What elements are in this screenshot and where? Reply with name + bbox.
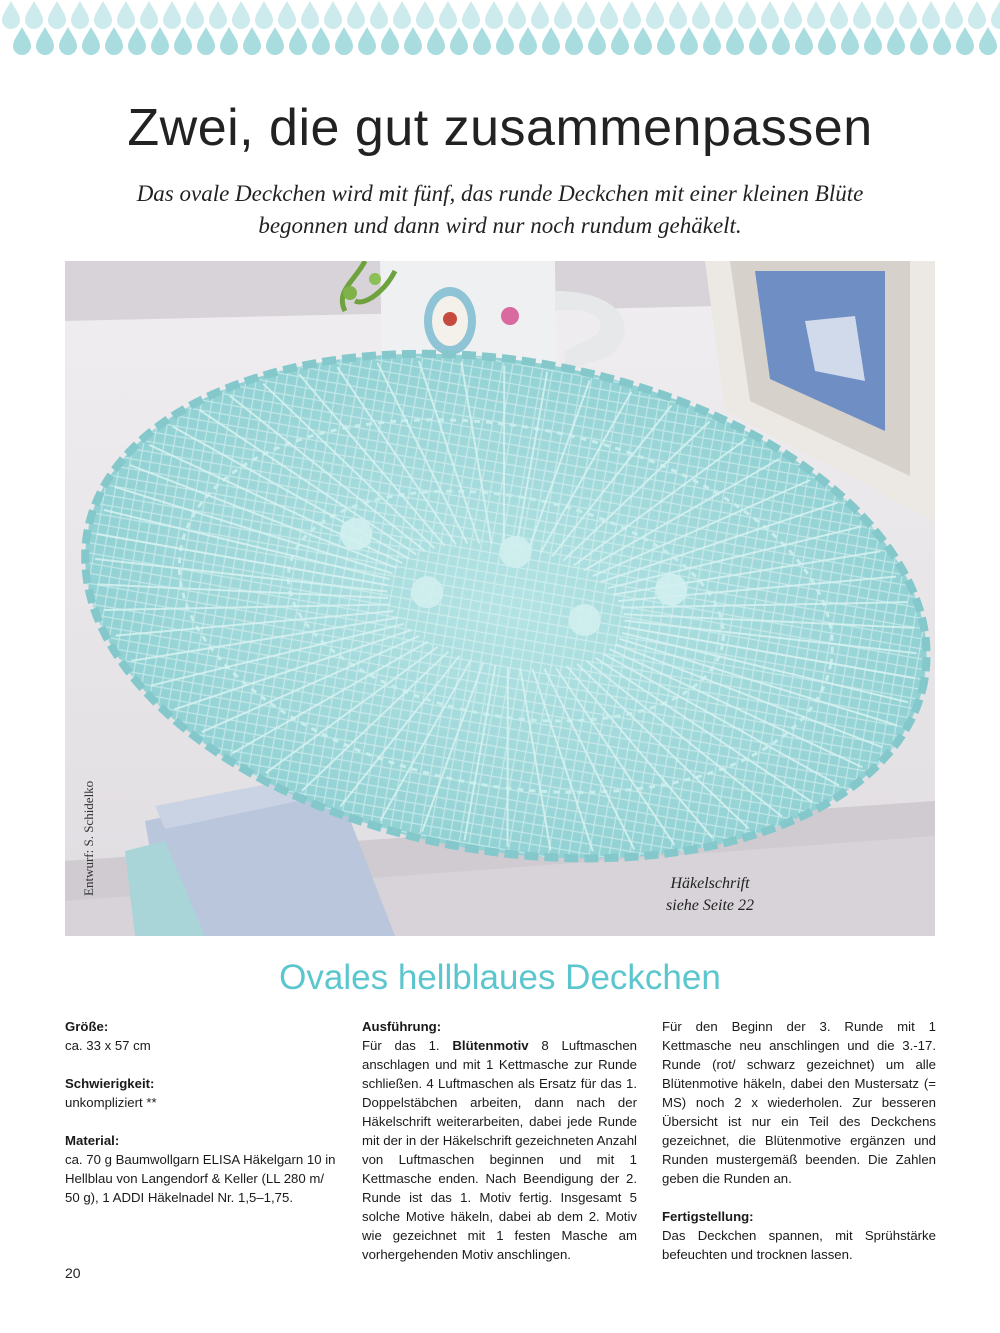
drop-shape xyxy=(784,1,802,29)
drop-shape xyxy=(209,1,227,29)
drop-shape xyxy=(312,27,330,55)
drop-shape xyxy=(243,27,261,55)
drop-shape xyxy=(968,1,986,29)
drop-shape xyxy=(117,1,135,29)
doily-photo xyxy=(65,261,935,936)
size-text: ca. 33 x 57 cm xyxy=(65,1038,151,1053)
drop-shape xyxy=(496,27,514,55)
drop-shape xyxy=(979,27,997,55)
drop-shape xyxy=(358,27,376,55)
drop-shape xyxy=(749,27,767,55)
drop-shape xyxy=(71,1,89,29)
drop-shape xyxy=(588,27,606,55)
drop-shape xyxy=(59,27,77,55)
drop-shape xyxy=(611,27,629,55)
drop-shape xyxy=(634,27,652,55)
drop-shape xyxy=(151,27,169,55)
drop-shape xyxy=(864,27,882,55)
drop-shape xyxy=(128,27,146,55)
drop-shape xyxy=(105,27,123,55)
drop-shape xyxy=(703,27,721,55)
drop-shape xyxy=(945,1,963,29)
note-line-1: Häkelschrift xyxy=(670,875,750,892)
drop-shape xyxy=(197,27,215,55)
drop-shape xyxy=(646,1,664,29)
chart-reference-note xyxy=(635,873,785,917)
drop-shape xyxy=(922,1,940,29)
drop-shape xyxy=(807,1,825,29)
subtitle-line-2: begonnen und dann wird nur noch rundum gehäkelt. xyxy=(258,213,742,238)
drop-shape xyxy=(48,1,66,29)
drop-shape xyxy=(956,27,974,55)
continuation-text: Für den Beginn der 3. Runde mit 1 Kettmasche neu anschlingen und die 3.-17. Runde (rot/ schwarz gezeichnet) um alle Blütenmotive häkeln, dabei den Mustersatz (= MS) noch 2 x wiederholen. Zur besseren Übersicht ist nur ein Teil des Deckchens gezeichnet, die Blütenmotive ergänzen und Runden mustergemäß beenden. Die Zahlen geben die Runden an. xyxy=(662,1019,936,1186)
drop-shape xyxy=(657,27,675,55)
drop-shape xyxy=(485,1,503,29)
drop-shape xyxy=(335,27,353,55)
drop-shape xyxy=(450,27,468,55)
instructions-heading: Ausführung: xyxy=(362,1019,442,1034)
drop-shape xyxy=(899,1,917,29)
drop-shape xyxy=(301,1,319,29)
drop-shape xyxy=(910,27,928,55)
drop-shape xyxy=(542,27,560,55)
drop-shape xyxy=(393,1,411,29)
drop-shape xyxy=(554,1,572,29)
drop-shape xyxy=(680,27,698,55)
drop-shape xyxy=(853,1,871,29)
drop-shape xyxy=(600,1,618,29)
drop-shape xyxy=(669,1,687,29)
instructions-pre: Für das 1. xyxy=(362,1038,440,1053)
drop-shape xyxy=(991,1,1000,29)
drop-shape xyxy=(186,1,204,29)
drop-shape xyxy=(2,1,20,29)
drop-shape xyxy=(531,1,549,29)
drop-shape xyxy=(439,1,457,29)
column-continuation xyxy=(662,1017,936,1264)
drop-shape xyxy=(565,27,583,55)
note-line-2: siehe Seite 22 xyxy=(666,897,754,914)
design-credit: Entwurf: S. Schidelko xyxy=(81,780,96,896)
drop-shape xyxy=(772,27,790,55)
drop-shape xyxy=(416,1,434,29)
page-subtitle xyxy=(80,178,920,242)
drop-shape xyxy=(887,27,905,55)
drop-shape xyxy=(370,1,388,29)
material-heading: Material: xyxy=(65,1133,120,1148)
material-text: ca. 70 g Baumwollgarn ELISA Häkelgarn 10 in Hellblau von Langendorf & Keller (LL 280 m/ 50 g), 1 ADDI Häkelnadel Nr. 1,5–1,75. xyxy=(65,1152,336,1205)
drop-shape xyxy=(841,27,859,55)
drop-shape xyxy=(623,1,641,29)
drop-shape xyxy=(738,1,756,29)
column-specs xyxy=(65,1017,340,1226)
drop-shape xyxy=(220,27,238,55)
drop-shape xyxy=(324,1,342,29)
drop-shape xyxy=(255,1,273,29)
drop-shape xyxy=(818,27,836,55)
size-heading: Größe: xyxy=(65,1019,109,1034)
drop-shape xyxy=(830,1,848,29)
drop-shape xyxy=(473,27,491,55)
drop-shape xyxy=(715,1,733,29)
drop-shape xyxy=(232,1,250,29)
drop-shape xyxy=(381,27,399,55)
drop-shape xyxy=(876,1,894,29)
drop-shape xyxy=(427,27,445,55)
drop-shape xyxy=(289,27,307,55)
page-number: 20 xyxy=(65,1265,81,1281)
drop-shape xyxy=(347,1,365,29)
drop-shape xyxy=(36,27,54,55)
section-title: Ovales hellblaues Deckchen xyxy=(279,958,721,997)
drop-shape xyxy=(404,27,422,55)
finish-text: Das Deckchen spannen, mit Sprühstärke befeuchten und trocknen lassen. xyxy=(662,1228,936,1262)
instructions-post: 8 Luftmaschen anschlagen und mit 1 Kettmasche zur Runde schließen. 4 Luftmaschen als Ersatz für das 1. Doppelstäbchen arbeiten, dann nach der Häkelschrift weiterarbeiten, dabei jede Runde mit der in der Häkelschrift gezeichneten Anzahl von Luftmaschen beginnen und mit 1 Kettmasche enden. Nach Beendigung der 2. Runde ist das 1. Motiv fertig. Insgesamt 5 solche Motive häkeln, dabei ab dem 2. Motiv wie gezeichnet mit 1 festen Masche am vorhergehenden Motiv anschlingen. xyxy=(362,1038,637,1262)
instructions-bold: Blütenmotiv xyxy=(452,1038,529,1053)
column-instructions xyxy=(362,1017,637,1264)
drop-shape xyxy=(278,1,296,29)
drop-shape xyxy=(519,27,537,55)
difficulty-text: unkompliziert ** xyxy=(65,1095,157,1110)
drop-shape xyxy=(933,27,951,55)
drop-shape xyxy=(577,1,595,29)
drop-shape xyxy=(692,1,710,29)
drop-shape xyxy=(25,1,43,29)
drop-shape xyxy=(266,27,284,55)
drop-shape xyxy=(163,1,181,29)
drop-border xyxy=(0,0,1000,62)
drop-shape xyxy=(94,1,112,29)
difficulty-heading: Schwierigkeit: xyxy=(65,1076,155,1091)
drop-shape xyxy=(761,1,779,29)
page-title: Zwei, die gut zusammenpassen xyxy=(127,99,873,157)
drop-shape xyxy=(82,27,100,55)
subtitle-line-1: Das ovale Deckchen wird mit fünf, das runde Deckchen mit einer kleinen Blüte xyxy=(136,181,864,206)
photo-illustration xyxy=(65,261,935,936)
drop-shape xyxy=(462,1,480,29)
finish-heading: Fertigstellung: xyxy=(662,1209,754,1224)
drop-shape xyxy=(795,27,813,55)
drop-shape xyxy=(508,1,526,29)
drop-shape xyxy=(174,27,192,55)
drop-shape xyxy=(140,1,158,29)
instructions-text xyxy=(362,1036,637,1264)
drop-shape xyxy=(13,27,31,55)
drop-shape xyxy=(726,27,744,55)
